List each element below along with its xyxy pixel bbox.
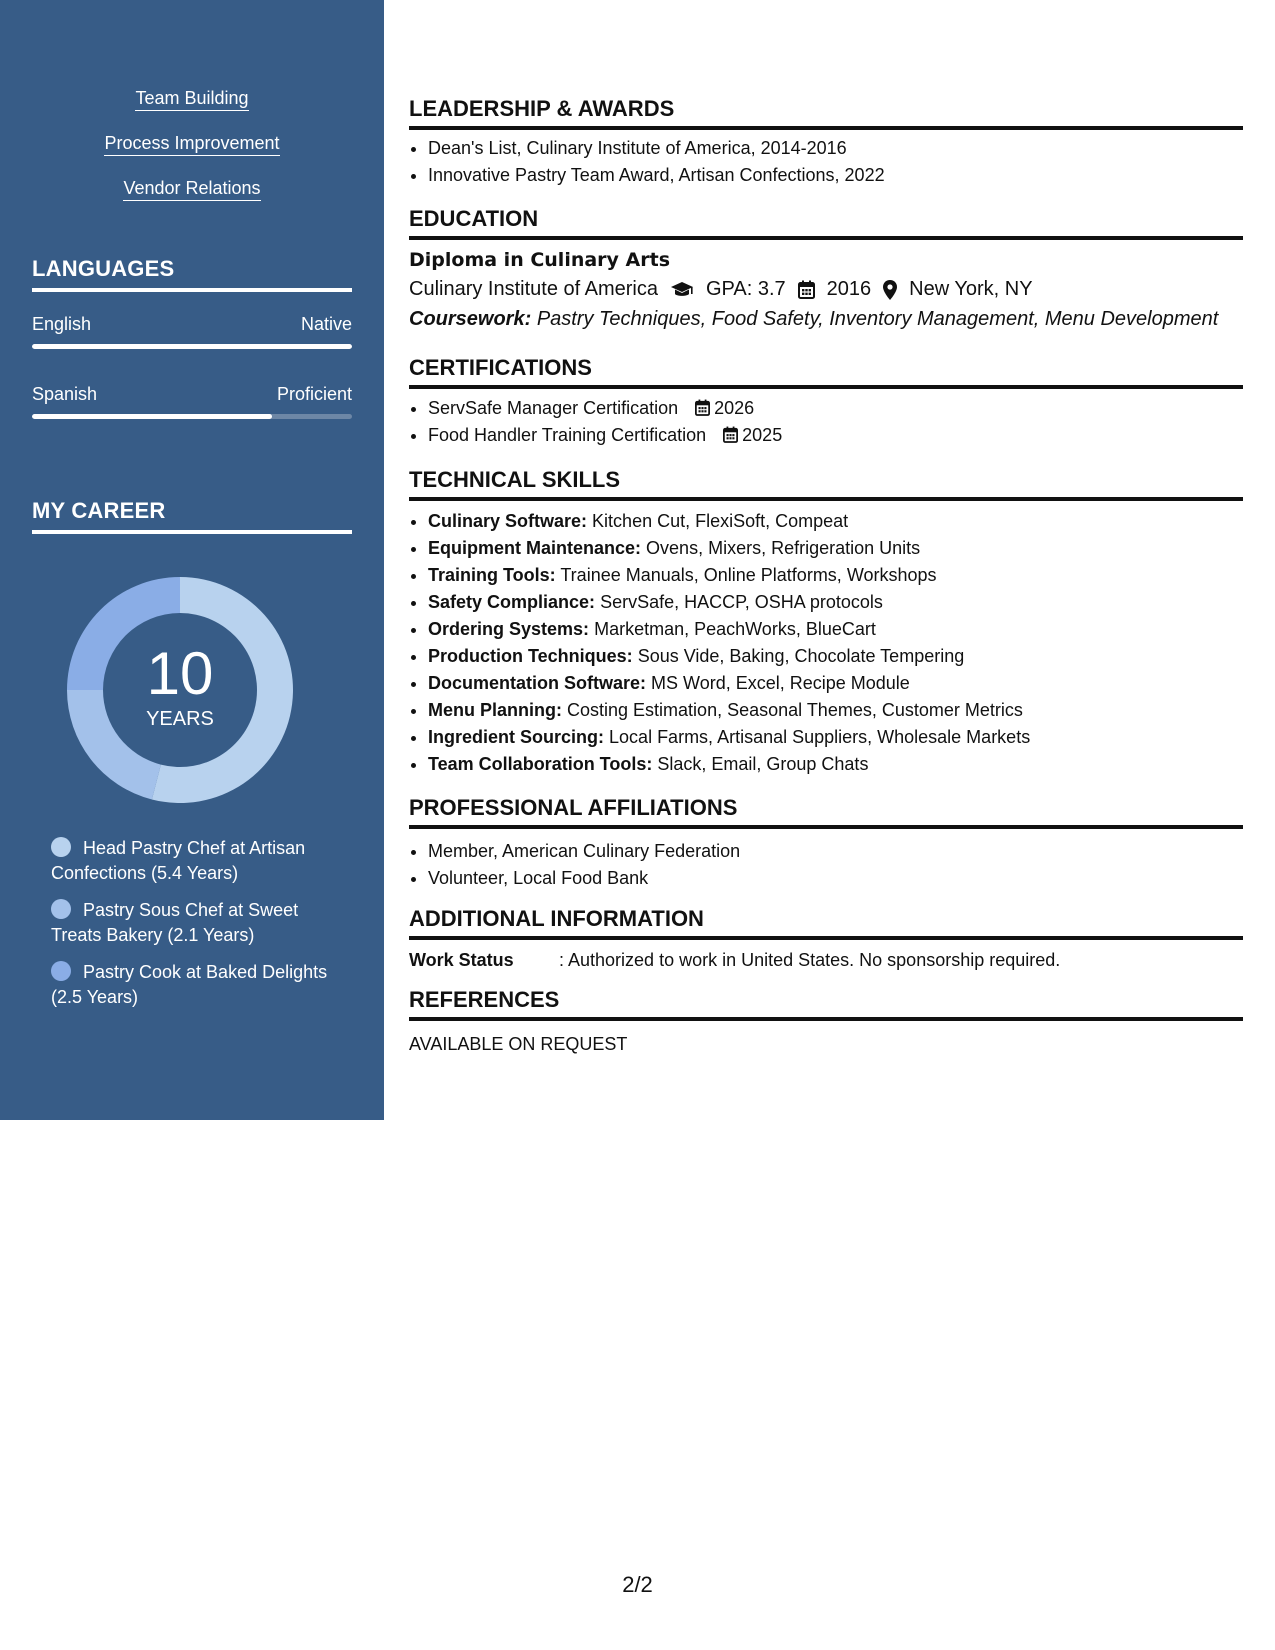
education-details bbox=[409, 278, 1033, 301]
list-item: • Food Handler Training Certification 2025 bbox=[428, 422, 1243, 449]
certifications-heading: CERTIFICATIONS bbox=[409, 355, 1243, 389]
school-name: Culinary Institute of America bbox=[409, 278, 658, 300]
list-item: • Ordering Systems: Marketman, PeachWorks, BlueCart bbox=[428, 616, 1243, 643]
graduation-cap-icon bbox=[670, 281, 694, 299]
calendar-icon bbox=[798, 280, 815, 299]
languages-heading: LANGUAGES bbox=[32, 256, 352, 292]
list-item: • Team Collaboration Tools: Slack, Email, Group Chats bbox=[428, 751, 1243, 778]
additional-info-heading: ADDITIONAL INFORMATION bbox=[409, 906, 1243, 940]
list-item: • Ingredient Sourcing: Local Farms, Artisanal Suppliers, Wholesale Markets bbox=[428, 724, 1243, 751]
leadership-list bbox=[409, 135, 1243, 189]
skill-link-team-building[interactable]: Team Building bbox=[0, 88, 384, 109]
career-item-pastry-sous-chef: Pastry Sous Chef at Sweet Treats Bakery (2.1 Years) bbox=[51, 900, 299, 945]
language-level: Native bbox=[300, 314, 352, 334]
technical-skills-heading: TECHNICAL SKILLS bbox=[409, 467, 1243, 501]
list-item: • Culinary Software: Kitchen Cut, FlexiSoft, Compeat bbox=[428, 508, 1243, 535]
language-level: Proficient bbox=[276, 384, 352, 404]
affiliations-heading: PROFESSIONAL AFFILIATIONS bbox=[409, 795, 1243, 829]
education-heading: EDUCATION bbox=[409, 206, 1243, 240]
career-item-head-pastry-chef: Head Pastry Chef at Artisan Confections (5.4 Years) bbox=[51, 838, 306, 883]
graduation-year: 2016 bbox=[826, 278, 872, 300]
language-bar-fill bbox=[32, 414, 272, 419]
list-item: • Equipment Maintenance: Ovens, Mixers, Refrigeration Units bbox=[428, 535, 1243, 562]
references-heading: REFERENCES bbox=[409, 987, 1243, 1021]
list-item: • Innovative Pastry Team Award, Artisan Confections, 2022 bbox=[428, 162, 1243, 189]
list-item: • ServSafe Manager Certification 2026 bbox=[428, 395, 1243, 422]
language-row-english bbox=[32, 314, 352, 335]
calendar-icon bbox=[723, 426, 738, 443]
work-status-label: Work Status bbox=[409, 950, 514, 970]
gpa: GPA: 3.7 bbox=[706, 278, 786, 300]
career-item-pastry-cook: Pastry Cook at Baked Delights (2.5 Years) bbox=[51, 962, 328, 1007]
coursework-value: Pastry Techniques, Food Safety, Inventory Management, Menu Development bbox=[536, 308, 1219, 330]
list-item: • Production Techniques: Sous Vide, Baking, Chocolate Tempering bbox=[428, 643, 1243, 670]
affiliations-list bbox=[409, 838, 1243, 892]
list-item: • Dean's List, Culinary Institute of America, 2014-2016 bbox=[428, 135, 1243, 162]
coursework bbox=[409, 308, 1218, 331]
career-total-unit: YEARS bbox=[146, 707, 214, 730]
list-item: • Training Tools: Trainee Manuals, Online Platforms, Workshops bbox=[428, 562, 1243, 589]
coursework-label: Coursework: bbox=[409, 308, 532, 330]
list-item: • Documentation Software: MS Word, Excel, Recipe Module bbox=[428, 670, 1243, 697]
list-item: • Safety Compliance: ServSafe, HACCP, OSHA protocols bbox=[428, 589, 1243, 616]
career-donut-center bbox=[66, 576, 294, 804]
certifications-list bbox=[409, 395, 1243, 449]
language-name: Spanish bbox=[32, 384, 98, 404]
work-status-value: : Authorized to work in United States. No sponsorship required. bbox=[559, 950, 1061, 970]
language-name: English bbox=[32, 314, 92, 334]
language-row-spanish bbox=[32, 384, 352, 405]
map-pin-icon bbox=[883, 280, 897, 300]
list-item: • Menu Planning: Costing Estimation, Seasonal Themes, Customer Metrics bbox=[428, 697, 1243, 724]
language-bar-english bbox=[32, 344, 352, 349]
list-item: • Volunteer, Local Food Bank bbox=[428, 865, 1243, 892]
legend-dot bbox=[51, 837, 71, 857]
language-bar-fill bbox=[32, 344, 352, 349]
skill-link-vendor-relations[interactable]: Vendor Relations bbox=[0, 178, 384, 199]
calendar-icon bbox=[695, 399, 710, 416]
sidebar bbox=[0, 0, 384, 1120]
list-item: • Member, American Culinary Federation bbox=[428, 838, 1243, 865]
language-bar-spanish bbox=[32, 414, 352, 419]
work-status-row bbox=[409, 950, 1060, 971]
school-location: New York, NY bbox=[909, 278, 1033, 300]
degree-title: Diploma in Culinary Arts bbox=[409, 249, 671, 271]
page-number: 2/2 bbox=[622, 1572, 653, 1597]
career-heading: MY CAREER bbox=[32, 498, 352, 534]
technical-skills-list bbox=[409, 508, 1243, 778]
references-text: AVAILABLE ON REQUEST bbox=[409, 1034, 628, 1054]
leadership-heading: LEADERSHIP & AWARDS bbox=[409, 96, 1243, 130]
legend-dot bbox=[51, 961, 71, 981]
career-total-years: 10 bbox=[146, 639, 214, 707]
career-donut-chart bbox=[66, 576, 294, 804]
legend-dot bbox=[51, 899, 71, 919]
skill-link-process-improvement[interactable]: Process Improvement bbox=[0, 133, 384, 154]
